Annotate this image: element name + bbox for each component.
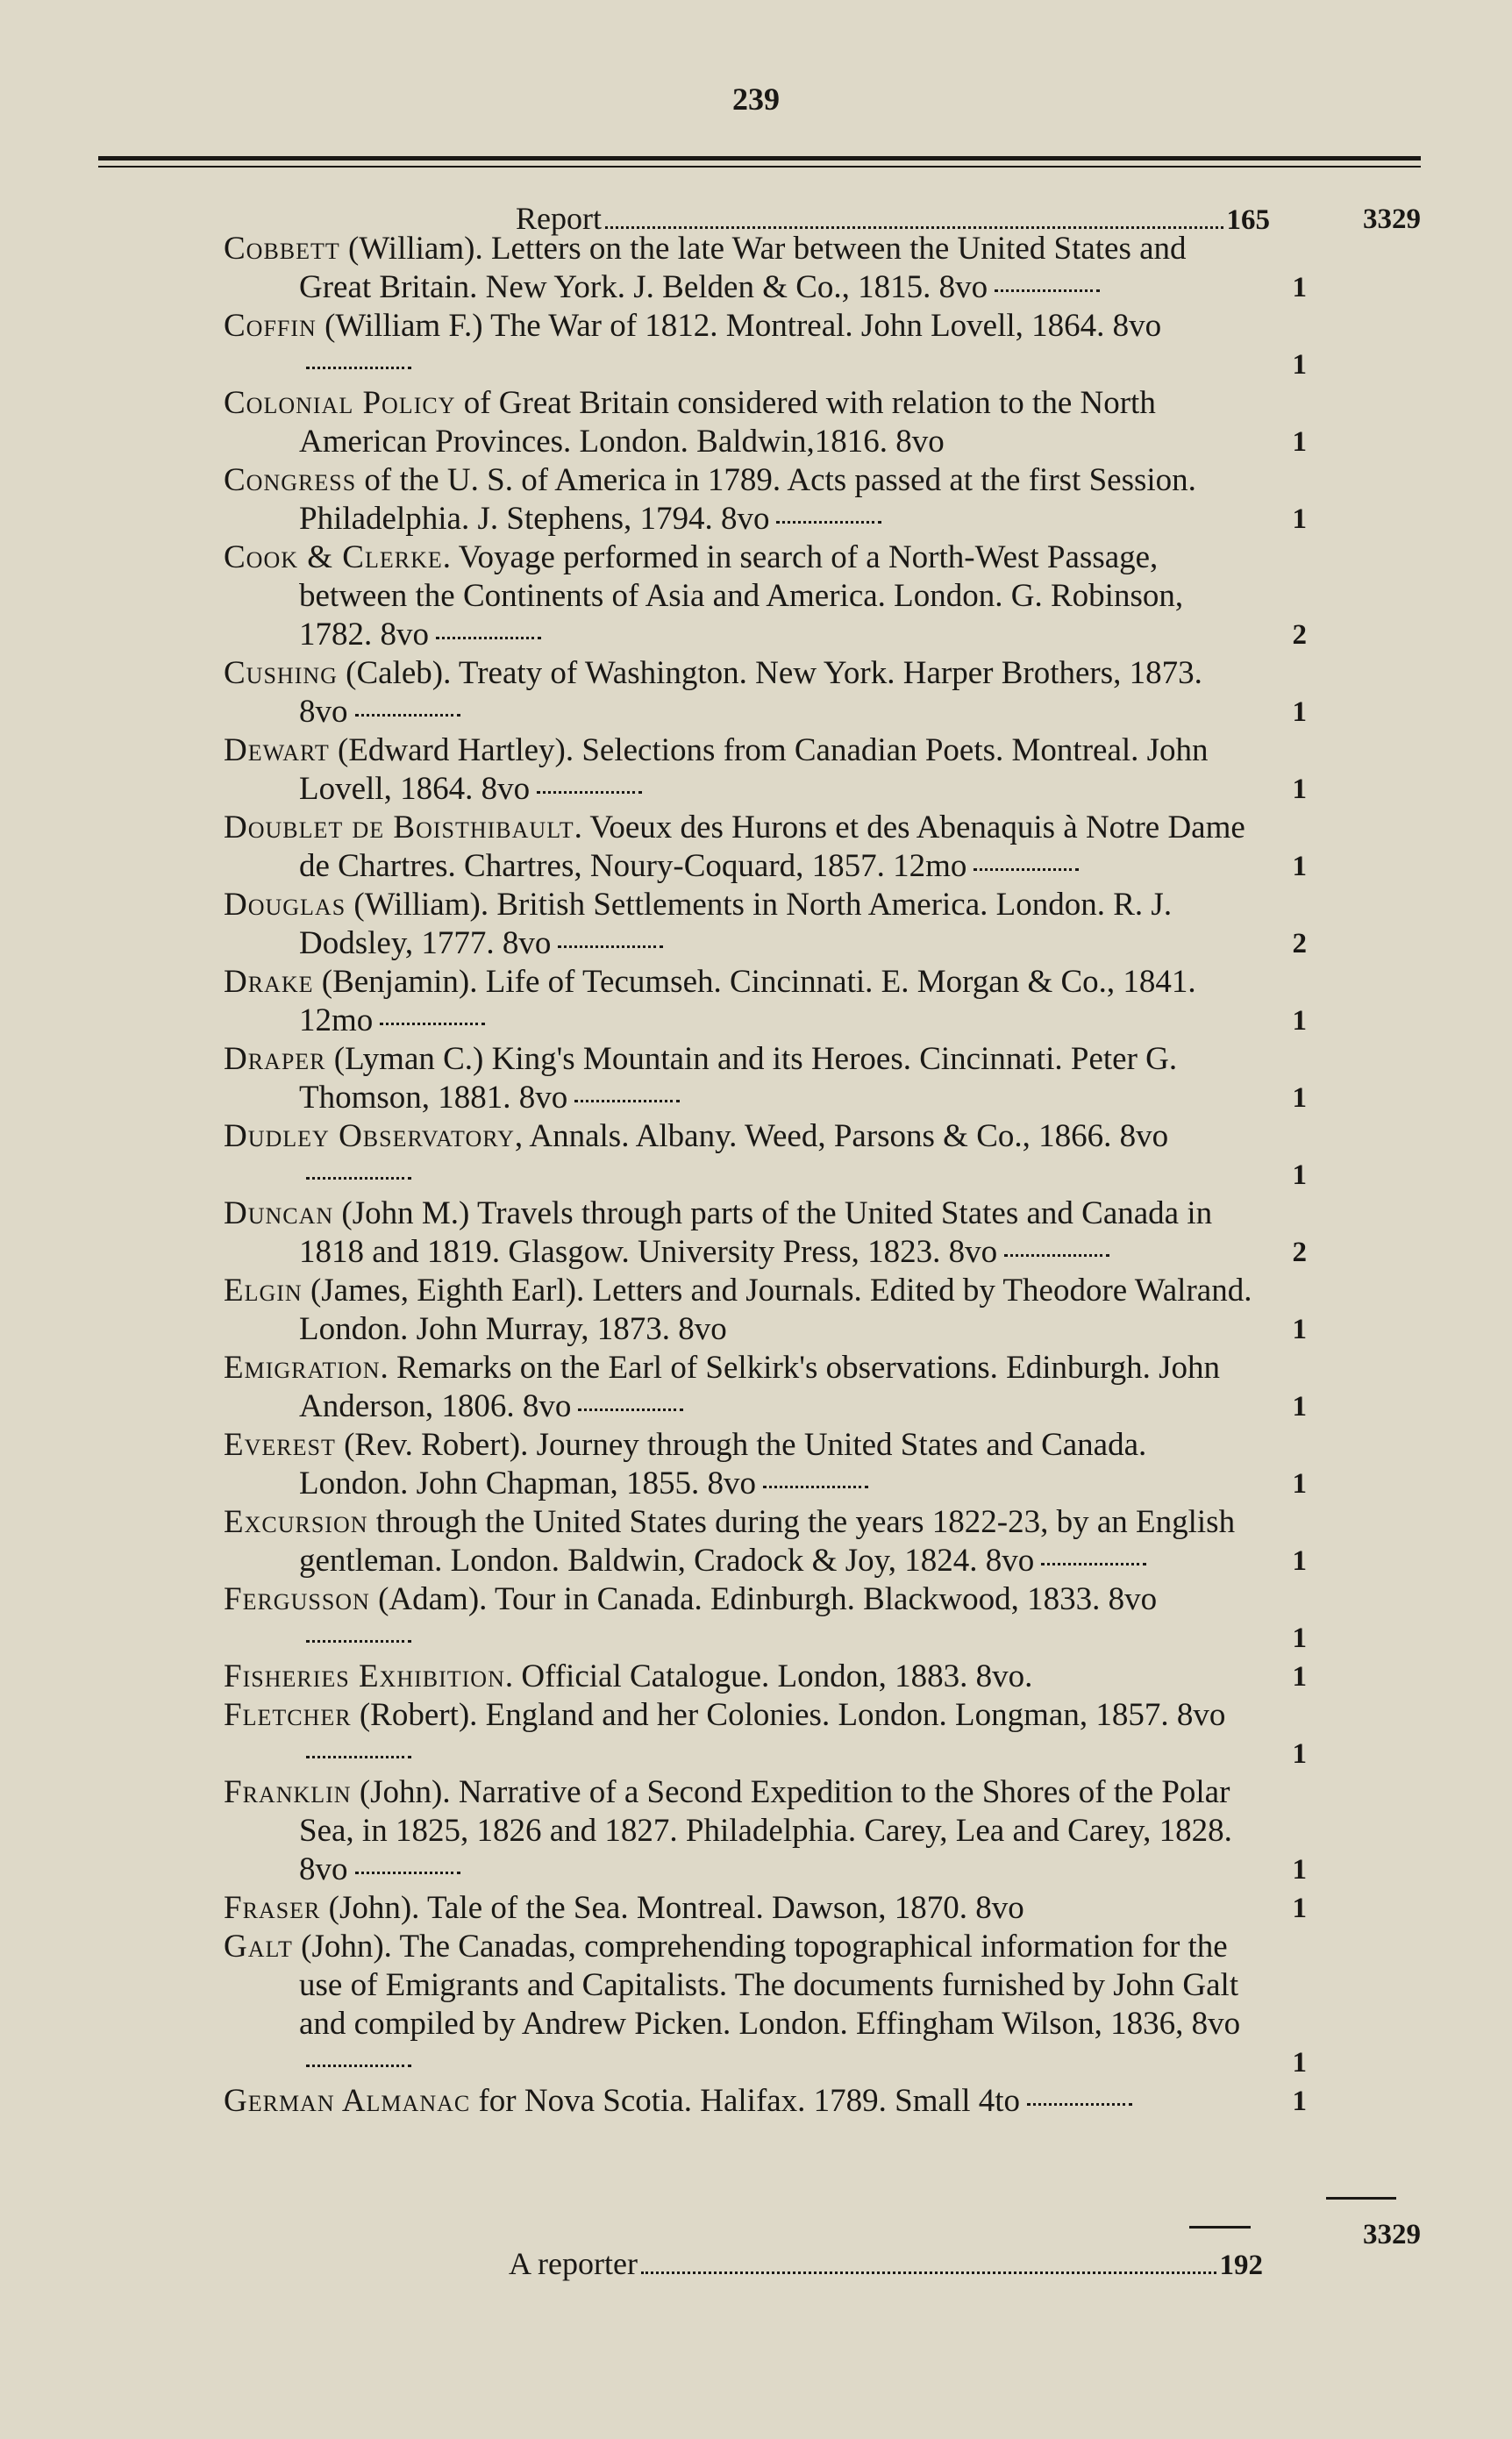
entry-count: 1 <box>1292 2047 1307 2079</box>
catalogue-entry <box>224 1928 1307 2082</box>
entry-count: 1 <box>1292 1005 1307 1037</box>
entry-text: . Official Catalogue. London, 1883. 8vo. <box>504 1658 1033 1694</box>
entry-count: 1 <box>1292 1082 1307 1114</box>
leader-dots <box>641 2271 1216 2274</box>
catalogue-entries <box>224 230 1307 2121</box>
entry-text: , Annals. Albany. Weed, Parsons & Co., 1866. 8vo <box>514 1118 1169 1154</box>
entry-text: . Remarks on the Earl of Selkirk's observations. Edinburgh. John Anderson, 1806. 8vo <box>299 1350 1221 1424</box>
entry-heading: German Almanac <box>224 2083 471 2119</box>
entry-count: 1 <box>1292 1159 1307 1191</box>
entry-heading: Cook & Clerke <box>224 539 443 575</box>
entry-text: (William). British Settlements in North America. London. R. J. Dodsley, 1777. 8vo <box>299 887 1173 961</box>
entry-heading: Duncan <box>224 1195 334 1231</box>
entry-text: (John). The Canadas, comprehending topographical information for the use of Emigrants and Capitalists. The documents furnished by John Galt and compiled by Andrew Picken. London. Effingham Wilson, 1836, 8vo <box>292 1929 1241 2042</box>
entry-count: 1 <box>1292 426 1307 458</box>
catalogue-entry <box>224 1349 1307 1426</box>
catalogue-entry <box>224 1195 1307 1272</box>
catalogue-entry <box>224 1040 1307 1117</box>
entry-count: 1 <box>1292 774 1307 805</box>
catalogue-entry <box>224 307 1307 384</box>
entry-count: 1 <box>1292 272 1307 303</box>
entry-heading: Galt <box>224 1929 293 1965</box>
entry-heading: Doublet de Boisthibault <box>224 809 574 845</box>
entry-heading: Colonial Policy <box>224 385 456 421</box>
entry-text: of Great Britain considered with relation to the North American Provinces. London. Baldwin,1816. 8vo <box>299 385 1156 460</box>
entry-heading: Fergusson <box>224 1581 370 1617</box>
entry-heading: Douglas <box>224 887 346 923</box>
entry-text: of the U. S. of America in 1789. Acts passed at the first Session. Philadelphia. J. Stephens, 1794. 8vo <box>299 462 1196 537</box>
entry-count: 1 <box>1292 503 1307 535</box>
catalogue-entry <box>224 538 1307 654</box>
entry-heading: Dudley Observatory <box>224 1118 515 1154</box>
entry-heading: Fletcher <box>224 1697 352 1733</box>
entry-heading: Draper <box>224 1041 326 1077</box>
entry-text: (Lyman C.) King's Mountain and its Heroes. Cincinnati. Peter G. Thomson, 1881. 8vo <box>299 1041 1178 1116</box>
entry-text: (James, Eighth Earl). Letters and Journals. Edited by Theodore Walrand. London. John Murray, 1873. 8vo <box>299 1273 1252 1347</box>
catalogue-entry <box>224 1658 1307 1696</box>
entry-heading: Coffin <box>224 308 317 344</box>
entry-text: (Edward Hartley). Selections from Canadian Poets. Montreal. John Lovell, 1864. 8vo <box>299 732 1209 807</box>
entry-text: (William). Letters on the late War between the United States and Great Britain. New York. J. Belden & Co., 1815. 8vo <box>299 231 1187 305</box>
entry-text: (Rev. Robert). Journey through the United States and Canada. London. John Chapman, 1855. 8vo <box>299 1427 1147 1501</box>
entry-heading: Cushing <box>224 655 338 691</box>
entry-count: 1 <box>1292 1622 1307 1654</box>
catalogue-entry <box>224 1117 1307 1195</box>
catalogue-entry <box>224 1580 1307 1658</box>
catalogue-entry <box>224 1773 1307 1889</box>
entry-count: 1 <box>1292 696 1307 728</box>
catalogue-entry <box>224 1696 1307 1773</box>
entry-text: (John). Tale of the Sea. Montreal. Dawson, 1870. 8vo <box>320 1890 1024 1926</box>
entry-count: 1 <box>1292 851 1307 882</box>
entry-heading: Congress <box>224 462 357 498</box>
entry-count: 2 <box>1292 928 1307 959</box>
entry-count: 1 <box>1292 1893 1307 1924</box>
catalogue-entry <box>224 2082 1307 2121</box>
catalogue-entry <box>224 384 1307 461</box>
entry-count: 1 <box>1292 2086 1307 2117</box>
entry-text: through the United States during the years 1822-23, by an English gentleman. London. Baldwin, Cradock & Joy, 1824. 8vo <box>299 1504 1236 1579</box>
carry-forward-count: 165 <box>1226 204 1270 236</box>
entry-heading: Cobbett <box>224 231 340 267</box>
catalogue-entry <box>224 731 1307 809</box>
entry-heading: Franklin <box>224 1774 352 1810</box>
entry-text: (John). Narrative of a Second Expedition to the Shores of the Polar Sea, in 1825, 1826 and 1827. Philadelphia. Carey, Lea and Carey, 1828. 8vo <box>299 1774 1232 1887</box>
catalogue-entry <box>224 886 1307 963</box>
entry-heading: Dewart <box>224 732 330 768</box>
entry-count: 2 <box>1292 1237 1307 1268</box>
entry-text: (Caleb). Treaty of Washington. New York. Harper Brothers, 1873. 8vo <box>299 655 1202 730</box>
sum-rule-count <box>1189 2226 1251 2229</box>
entry-heading: Fisheries Exhibition <box>224 1658 505 1694</box>
carry-forward-total: 3329 <box>1363 203 1421 235</box>
entry-heading: Everest <box>224 1427 336 1463</box>
leader-dots <box>605 226 1223 229</box>
summary-total: 3329 <box>1363 2219 1421 2250</box>
header-rule-thin <box>98 166 1421 168</box>
catalogue-entry <box>224 230 1307 307</box>
entry-text: (William F.) The War of 1812. Montreal. John Lovell, 1864. 8vo <box>316 308 1162 344</box>
catalogue-entry <box>224 1426 1307 1503</box>
catalogue-entry <box>224 461 1307 538</box>
entry-heading: Fraser <box>224 1890 321 1926</box>
catalogue-entry <box>224 1889 1307 1928</box>
entry-heading: Elgin <box>224 1273 303 1309</box>
entry-text: (Benjamin). Life of Tecumseh. Cincinnati. E. Morgan & Co., 1841. 12mo <box>299 964 1196 1038</box>
catalogue-entry <box>224 1503 1307 1580</box>
entry-text: . Voeux des Hurons et des Abenaquis à Notre Dame de Chartres. Chartres, Noury-Coquard, 1857. 12mo <box>299 809 1245 884</box>
entry-count: 1 <box>1292 1468 1307 1500</box>
entry-count: 1 <box>1292 1661 1307 1693</box>
entry-count: 1 <box>1292 1738 1307 1770</box>
entry-heading: Excursion <box>224 1504 368 1540</box>
catalogue-entry <box>224 963 1307 1040</box>
entry-text: (John M.) Travels through parts of the United States and Canada in 1818 and 1819. Glasgow. University Press, 1823. 8vo <box>299 1195 1213 1270</box>
entry-heading: Drake <box>224 964 314 1000</box>
summary-row <box>509 2245 1263 2282</box>
carry-forward-label: Report <box>516 201 602 236</box>
entry-text: (Robert). England and her Colonies. London. Longman, 1857. 8vo <box>351 1697 1226 1733</box>
page-number: 239 <box>732 82 780 117</box>
entry-text: . Voyage performed in search of a North-West Passage, between the Continents of Asia and America. London. G. Robinson, 1782. 8vo <box>299 539 1184 653</box>
entry-count: 1 <box>1292 1545 1307 1577</box>
entry-count: 1 <box>1292 1391 1307 1423</box>
entry-count: 2 <box>1292 619 1307 651</box>
entry-heading: Emigration <box>224 1350 381 1386</box>
sum-rule-total <box>1326 2197 1396 2200</box>
header-rule <box>98 156 1421 160</box>
summary-count: 192 <box>1219 2250 1263 2281</box>
catalogue-entry <box>224 1272 1307 1349</box>
entry-count: 1 <box>1292 1314 1307 1345</box>
summary-label: A reporter <box>509 2246 638 2281</box>
entry-text: for Nova Scotia. Halifax. 1789. Small 4to <box>470 2083 1021 2119</box>
catalogue-entry <box>224 809 1307 886</box>
entry-count: 1 <box>1292 349 1307 381</box>
entry-count: 1 <box>1292 1854 1307 1886</box>
catalogue-entry <box>224 654 1307 731</box>
entry-text: (Adam). Tour in Canada. Edinburgh. Blackwood, 1833. 8vo <box>369 1581 1158 1617</box>
